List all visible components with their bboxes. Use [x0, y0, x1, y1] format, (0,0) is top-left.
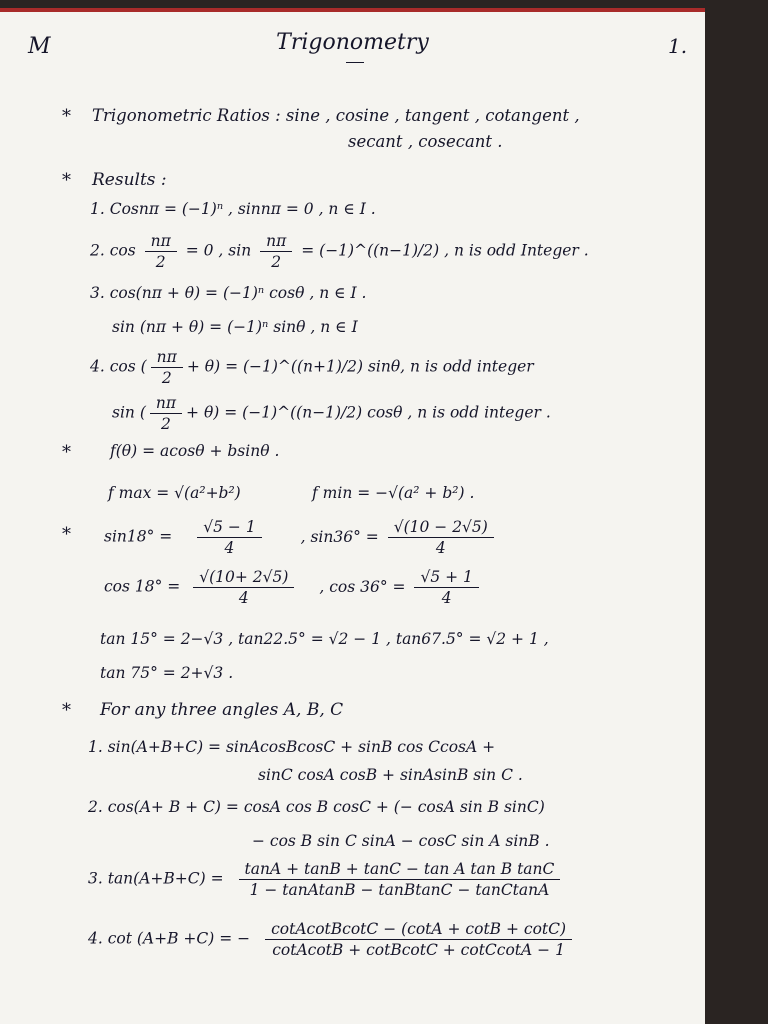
fraction-numerator: √(10+ 2√5) — [193, 568, 294, 588]
bullet-star: * — [62, 524, 71, 545]
cos36-label: , cos 36° = — [319, 577, 406, 596]
bullet-star: * — [62, 106, 71, 127]
fraction — [193, 568, 294, 607]
bullet-star: * — [62, 442, 71, 463]
fraction-numerator: tanA + tanB + tanC − tan A tan B tanC — [239, 860, 561, 880]
result-4b — [112, 394, 551, 433]
sin36-label: , sin36° = — [300, 527, 379, 546]
result-4b-post: + θ) = (−1)^((n−1)/2) cosθ , n is odd integer . — [186, 403, 551, 422]
tan-sum-lhs: 3. tan(A+B+C) = — [88, 869, 224, 888]
angle-sum-sin-1: 1. sin(A+B+C) = sinAcosBcosC + sinB cos CcosA + — [88, 738, 496, 756]
fraction-numerator: nπ — [145, 232, 177, 252]
ratios-line-2: secant , cosecant . — [348, 132, 503, 151]
title-underline-mark — [346, 62, 364, 63]
fraction-numerator: nπ — [150, 394, 182, 414]
page-number: 1. — [668, 34, 688, 58]
fraction-numerator: cotAcotBcotC − (cotA + cotB + cotC) — [265, 920, 572, 940]
bullet-star: * — [62, 700, 71, 721]
fraction-denominator: 4 — [224, 539, 235, 557]
fraction-numerator: nπ — [260, 232, 292, 252]
page-title: Trigonometry — [276, 30, 429, 55]
angle-sum-cos-2: − cos B sin C sinA − cosC sin A sinB . — [252, 832, 550, 850]
margin-letter: M — [28, 34, 51, 59]
result-4a-post: + θ) = (−1)^((n+1)/2) sinθ, n is odd integer — [186, 357, 534, 376]
tan-values-line-2: tan 75° = 2+√3 . — [100, 664, 234, 682]
fraction-numerator: √5 − 1 — [197, 518, 261, 538]
sin18-row — [104, 518, 498, 557]
angle-sum-tan — [88, 860, 564, 899]
fraction — [197, 518, 261, 557]
cos18-row — [104, 568, 483, 607]
fraction-numerator: nπ — [151, 348, 183, 368]
results-heading: Results : — [92, 170, 167, 190]
fraction — [239, 860, 561, 899]
result-1: 1. Cosnπ = (−1)ⁿ , sinnπ = 0 , n ∈ I . — [90, 200, 376, 218]
fraction-denominator: 4 — [238, 589, 249, 607]
result-4a — [90, 348, 534, 387]
result-3b: sin (nπ + θ) = (−1)ⁿ sinθ , n ∈ I — [112, 318, 358, 336]
fraction — [388, 518, 494, 557]
fraction-denominator: 2 — [161, 369, 172, 387]
fraction — [151, 348, 183, 387]
result-2-mid: = 0 , sin — [185, 241, 252, 260]
result-4b-pre: sin ( — [112, 403, 146, 422]
angles-heading: For any three angles A, B, C — [100, 700, 344, 720]
fraction-denominator: 4 — [441, 589, 452, 607]
result-4a-pre: 4. cos ( — [90, 357, 147, 376]
notebook-page — [0, 8, 705, 1024]
angle-sum-sin-2: sinC cosA cosB + sinAsinB sin C . — [258, 766, 523, 784]
fraction-denominator: 2 — [155, 253, 166, 271]
result-3a: 3. cos(nπ + θ) = (−1)ⁿ cosθ , n ∈ I . — [90, 284, 367, 302]
angle-sum-cot — [88, 920, 576, 959]
fraction — [414, 568, 478, 607]
fraction-denominator: 1 − tanAtanB − tanBtanC − tanCtanA — [249, 881, 550, 899]
result-2-cos: 2. cos — [90, 241, 136, 260]
fmin: f min = −√(a² + b²) . — [312, 484, 475, 502]
fraction — [260, 232, 292, 271]
fraction — [265, 920, 572, 959]
fraction-numerator: √5 + 1 — [414, 568, 478, 588]
ratios-line-1: Trigonometric Ratios : sine , cosine , tangent , cotangent , — [92, 106, 580, 125]
fraction-numerator: √(10 − 2√5) — [388, 518, 494, 538]
fraction — [145, 232, 177, 271]
angle-sum-cos-1: 2. cos(A+ B + C) = cosA cos B cosC + (− cosA sin B sinC) — [88, 798, 545, 816]
result-2-end: = (−1)^((n−1)/2) , n is odd Integer . — [301, 241, 589, 260]
bullet-star: * — [62, 170, 71, 191]
result-2 — [90, 232, 589, 271]
fraction-denominator: 4 — [435, 539, 446, 557]
fraction-denominator: cotAcotB + cotBcotC + cotCcotA − 1 — [272, 941, 565, 959]
cos18-label: cos 18° = — [104, 577, 181, 596]
fmax: f max = √(a²+b²) — [108, 484, 241, 502]
ftheta-def: f(θ) = acosθ + bsinθ . — [110, 442, 280, 460]
fraction-denominator: 2 — [161, 415, 171, 433]
cot-sum-lhs: 4. cot (A+B +C) = − — [88, 929, 251, 948]
fraction — [150, 394, 182, 433]
fraction-denominator: 2 — [271, 253, 282, 271]
sin18-label: sin18° = — [104, 527, 173, 546]
tan-values-line-1: tan 15° = 2−√3 , tan22.5° = √2 − 1 , tan67.5° = √2 + 1 , — [100, 630, 549, 648]
